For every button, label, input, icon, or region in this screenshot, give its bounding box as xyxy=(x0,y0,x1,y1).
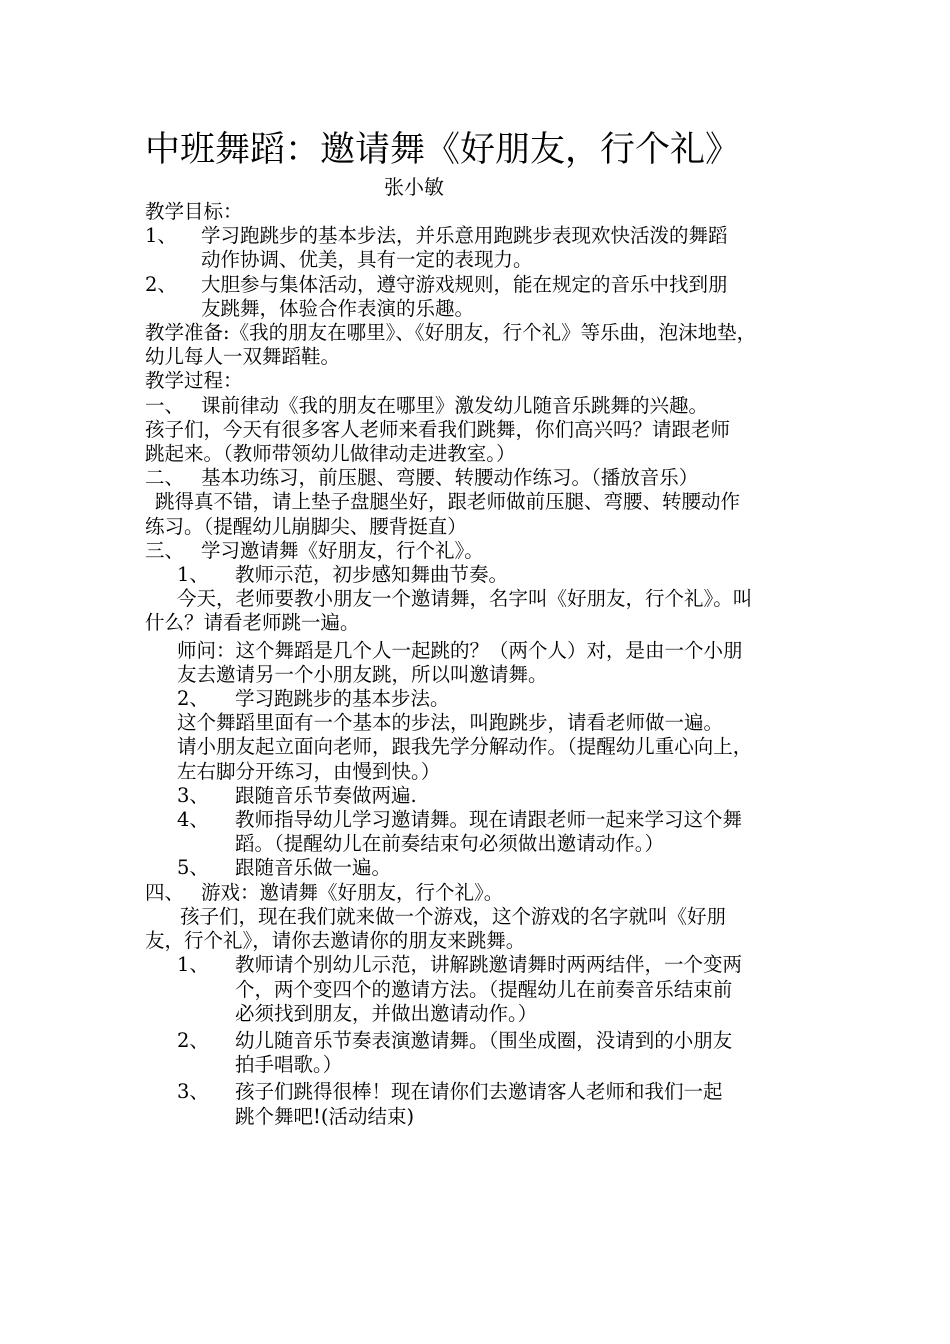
step-3-4-item xyxy=(145,808,825,856)
goal-1-text-line2: 动作协调、优美，具有一定的表现力。 xyxy=(201,248,533,272)
goal-2-text-line1: 大胆参与集体活动，遵守游戏规则，能在规定的音乐中找到朋 xyxy=(201,272,728,296)
step-3-2-text-line1: 这个舞蹈里面有一个基本的步法，叫跑跳步，请看老师做一遍。 xyxy=(177,711,724,735)
step-3-1-text-line4: 友去邀请另一个小朋友跳，所以叫邀请舞。 xyxy=(177,662,548,686)
step-4-2-text-line2: 拍手唱歌。） xyxy=(235,1053,343,1077)
section-3-number: 三、 xyxy=(145,538,185,562)
section-2-title: 基本功练习，前压腿、弯腰、转腰动作练习。（播放音乐） xyxy=(201,466,699,490)
section-1-text-line1: 孩子们，今天有很多客人老师来看我们跳舞，你们高兴吗？请跟老师 xyxy=(145,417,731,441)
step-4-1-text-line3: 必须找到朋友，并做出邀请动作。） xyxy=(235,1001,538,1025)
step-3-2-number: 2、 xyxy=(177,687,209,711)
goal-1-number: 1、 xyxy=(145,224,177,248)
section-1-heading xyxy=(145,394,825,418)
step-4-2-text-line1: 幼儿随音乐节奏表演邀请舞。（围坐成圈，没请到的小朋友 xyxy=(235,1028,733,1052)
step-4-1-number: 1、 xyxy=(177,953,209,977)
step-4-1-text-line2: 个，两个变四个的邀请方法。（提醒幼儿在前奏音乐结束前 xyxy=(235,977,733,1001)
goal-2-number: 2、 xyxy=(145,272,177,296)
goal-1-text-line1: 学习跑跳步的基本步法，并乐意用跑跳步表现欢快活泼的舞蹈 xyxy=(201,224,728,248)
step-3-1-text-line2: 什么？请看老师跳一遍。 xyxy=(145,611,360,635)
step-3-4-text-line1: 教师指导幼儿学习邀请舞。现在请跟老师一起来学习这个舞 xyxy=(235,808,743,832)
process-heading: 教学过程： xyxy=(145,369,243,393)
section-2-text-line1: 跳得真不错，请上垫子盘腿坐好，跟老师做前压腿、弯腰、转腰动作 xyxy=(155,490,741,514)
goal-item-1 xyxy=(145,224,825,272)
section-1-number: 一、 xyxy=(145,393,185,417)
section-4-text-line2: 友，行个礼》，请你去邀请你的朋友来跳舞。 xyxy=(145,929,526,953)
step-3-5-heading xyxy=(145,856,825,880)
section-3-heading xyxy=(145,539,825,563)
step-3-2-text-line2: 请小朋友起立面向老师，跟我先学分解动作。（提醒幼儿重心向上， xyxy=(177,735,753,759)
step-3-3-number: 3、 xyxy=(177,783,209,807)
section-2-text-line2: 练习。（提醒幼儿崩脚尖、腰背挺直） xyxy=(145,514,467,538)
document-body xyxy=(145,200,825,1129)
step-4-3-item xyxy=(145,1080,825,1128)
step-4-2-number: 2、 xyxy=(177,1028,209,1052)
section-4-text-line1: 孩子们，现在我们就来做一个游戏，这个游戏的名字就叫《好朋 xyxy=(180,904,727,928)
step-3-2-heading xyxy=(145,687,825,711)
step-3-2-title: 学习跑跳步的基本步法。 xyxy=(235,687,450,711)
step-3-1-text-line3: 师问：这个舞蹈是几个人一起跳的？（两个人）对，是由一个小朋 xyxy=(177,638,743,662)
step-4-1-item xyxy=(145,953,825,1026)
step-3-3-heading xyxy=(145,784,825,808)
goals-heading: 教学目标： xyxy=(145,200,243,223)
step-4-1-text-line1: 教师请个别幼儿示范，讲解跳邀请舞时两两结伴，一个变两 xyxy=(235,953,743,977)
section-4-title: 游戏：邀请舞《好朋友，行个礼》。 xyxy=(201,880,504,904)
document-author: 张小敏 xyxy=(384,175,444,199)
document-title: 中班舞蹈：邀请舞《好朋友，行个礼》 xyxy=(145,130,741,170)
section-4-number: 四、 xyxy=(145,880,185,904)
step-4-3-text-line1: 孩子们跳得很棒！现在请你们去邀请客人老师和我们一起 xyxy=(235,1080,723,1104)
section-2-heading xyxy=(145,466,825,490)
step-3-1-title: 教师示范，初步感知舞曲节奏。 xyxy=(235,563,509,587)
step-3-1-number: 1、 xyxy=(177,563,209,587)
goal-2-text-line2: 友跳舞，体验合作表演的乐趣。 xyxy=(201,296,475,320)
preparation-line2: 幼儿每人一双舞蹈鞋。 xyxy=(145,345,341,369)
step-3-1-text-line1: 今天，老师要教小朋友一个邀请舞，名字叫《好朋友，行个礼》。叫 xyxy=(177,587,753,611)
step-3-5-number: 5、 xyxy=(177,856,209,880)
section-2-number: 二、 xyxy=(145,466,185,490)
section-4-heading xyxy=(145,881,825,905)
step-3-4-text-line2: 蹈。（提醒幼儿在前奏结束句必须做出邀请动作。） xyxy=(235,832,665,856)
step-3-5-title: 跟随音乐做一遍。 xyxy=(235,856,392,880)
goal-item-2 xyxy=(145,273,825,321)
step-3-2-text-line3: 左右脚分开练习，由慢到快。） xyxy=(177,759,441,783)
step-3-4-number: 4、 xyxy=(177,808,209,832)
step-4-3-text-line2: 跳个舞吧!(活动结束) xyxy=(235,1104,415,1128)
step-4-3-number: 3、 xyxy=(177,1080,209,1104)
preparation-line1: 教学准备:《我的朋友在哪里》、《好朋友，行个礼》等乐曲，泡沫地垫， xyxy=(145,321,757,345)
section-3-title: 学习邀请舞《好朋友，行个礼》。 xyxy=(201,538,484,562)
step-3-1-heading xyxy=(145,563,825,587)
section-1-text-line2: 跳起来。（教师带领幼儿做律动走进教室。） xyxy=(145,442,516,466)
step-4-2-item xyxy=(145,1029,825,1077)
section-1-title: 课前律动《我的朋友在哪里》激发幼儿随音乐跳舞的兴趣。 xyxy=(201,393,709,417)
step-3-3-title: 跟随音乐节奏做两遍. xyxy=(235,783,417,807)
